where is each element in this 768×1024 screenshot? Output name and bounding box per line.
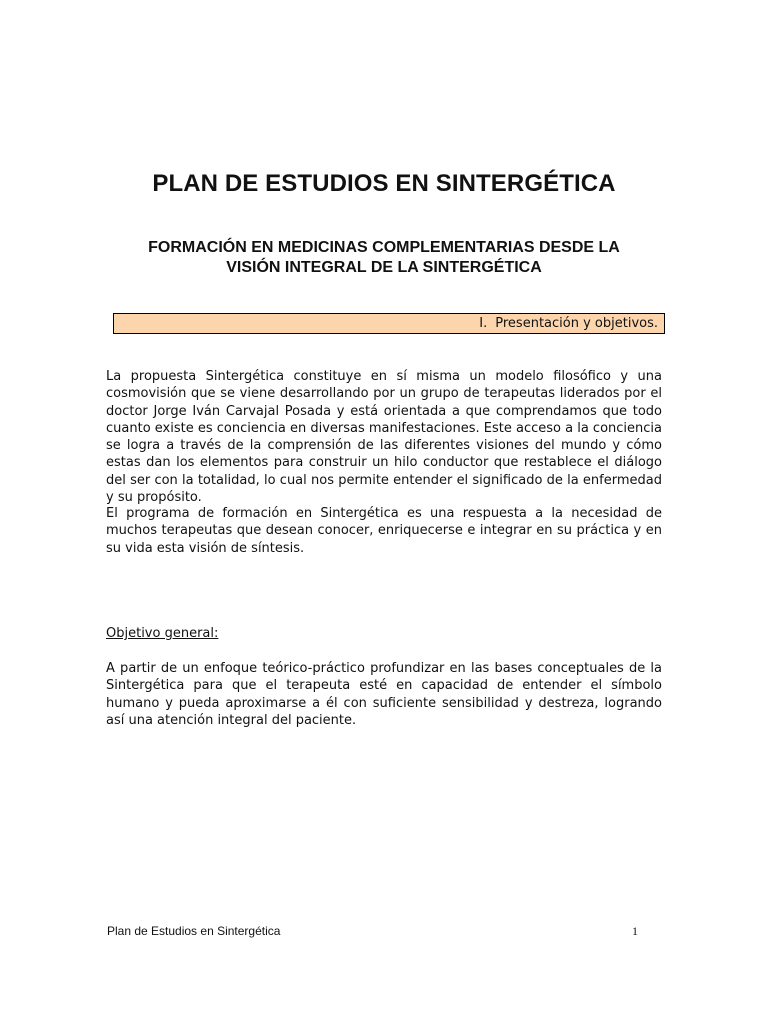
footer-text: Plan de Estudios en Sintergética: [107, 924, 281, 938]
document-subtitle: [110, 238, 658, 278]
subtitle-line-2: VISIÓN INTEGRAL DE LA SINTERGÉTICA: [226, 259, 542, 276]
intro-paragraph-2: El programa de formación en Sintergética es una respuesta a la necesidad de muchos terapeutas que desean conocer, enriquecerse e integrar en su práctica y en su vida esta visión de síntesis.: [106, 506, 662, 556]
intro-paragraph-1: La propuesta Sintergética constituye en sí misma un modelo filosófico y una cosmovisión que se viene desarrollando por un grupo de terapeutas liderados por el doctor Jorge Iván Carvajal Posada y está orientada a que comprendamos que todo cuanto existe es conciencia en diversas manifestaciones. Este acceso a la conciencia se logra a través de la comprensión de las diferentes visiones del mundo y cómo estas dan los elementos para construir un hilo conductor que restablece el diálogo del ser con la totalidad, lo cual nos permite entender el significado de la enfermedad y su propósito.: [106, 369, 662, 506]
section-heading-box: [113, 313, 665, 334]
section-title: Presentación y objetivos.: [495, 316, 658, 331]
section-number: I.: [479, 316, 488, 331]
objective-paragraph: A partir de un enfoque teórico-práctico profundizar en las bases conceptuales de la Sintergética para que el terapeuta esté en capacidad de entender el símbolo humano y pueda aproximarse a él con suficiente sensibilidad y destreza, logrando así una atención integral del paciente.: [106, 661, 662, 728]
subtitle-line-1: FORMACIÓN EN MEDICINAS COMPLEMENTARIAS DESDE LA: [148, 239, 620, 256]
page-number: 1: [632, 924, 638, 938]
document-title: PLAN DE ESTUDIOS EN SINTERGÉTICA: [152, 170, 616, 197]
objective-heading: Objetivo general:: [106, 626, 219, 641]
